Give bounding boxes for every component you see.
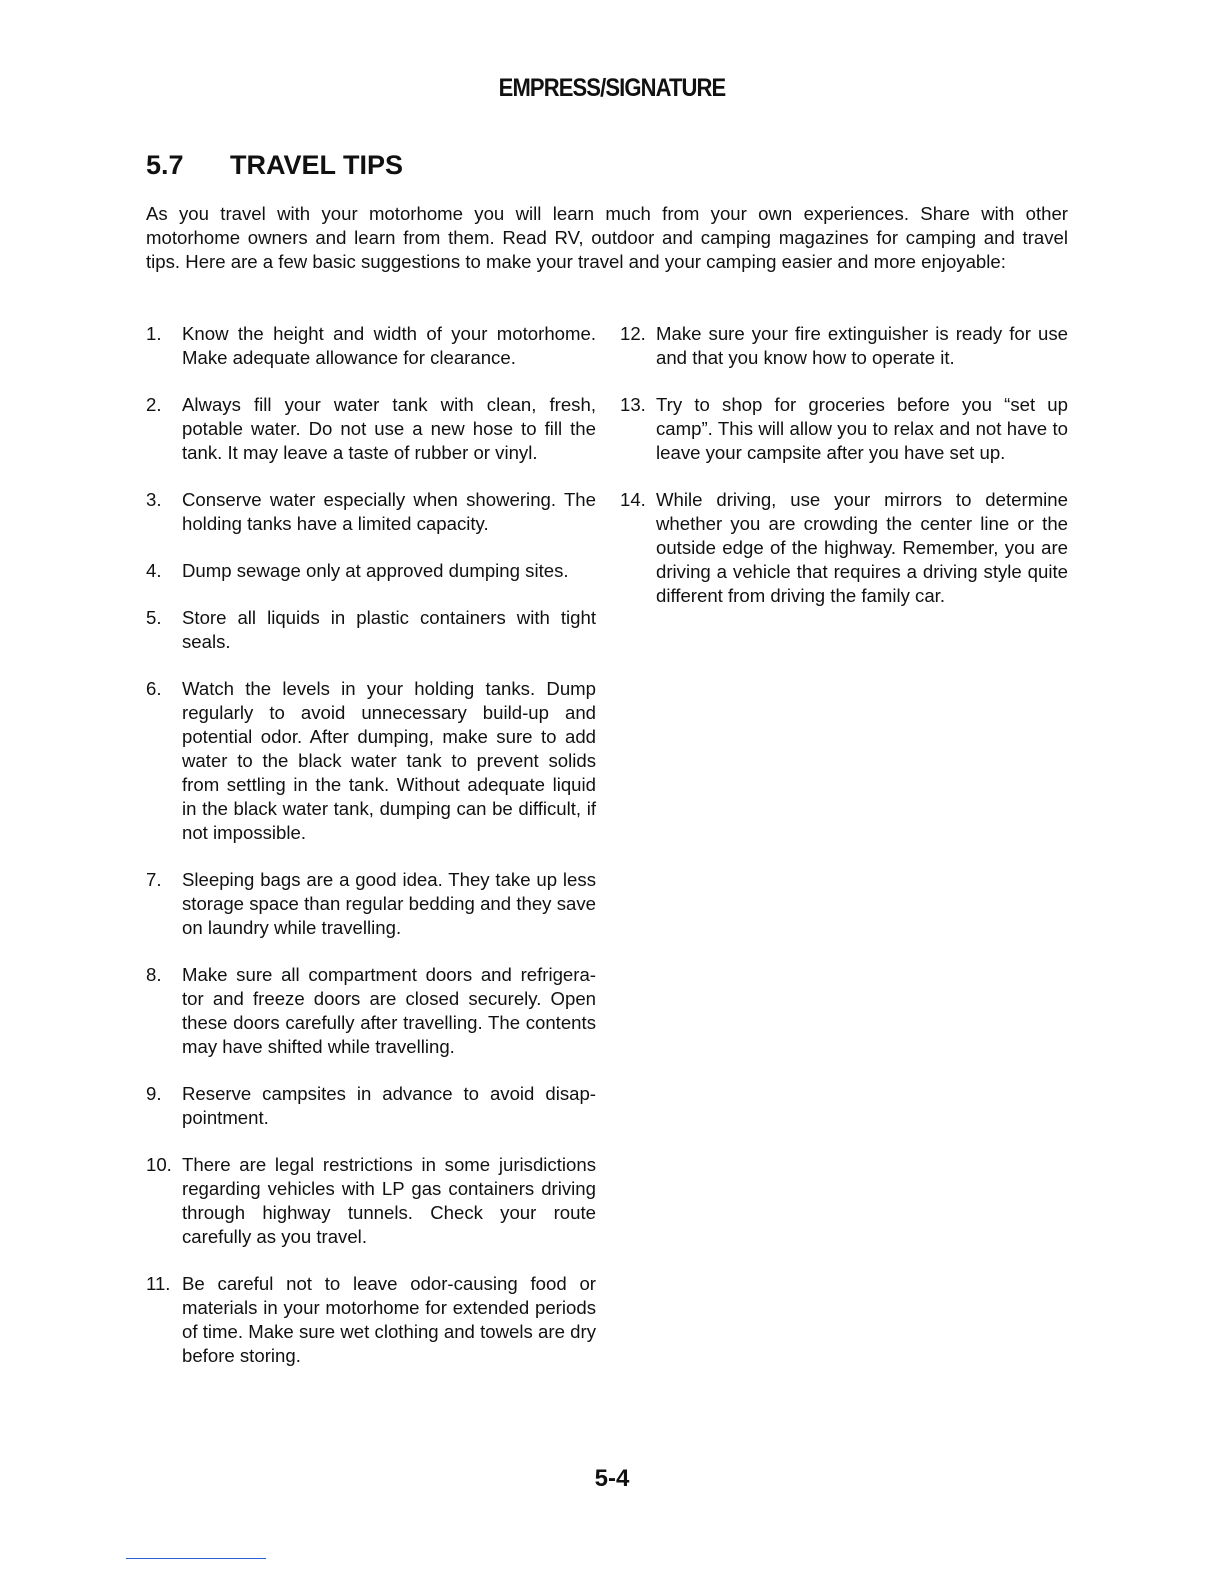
item-number: 8. [146, 964, 162, 985]
item-number: 2. [146, 394, 162, 415]
item-text: Make sure all compartment doors and refrigera-tor and freeze doors are closed securely. Open these doors carefully after travelling. The contents may have shifted while travelling. [182, 964, 596, 1057]
list-item [146, 868, 596, 940]
tips-list-left [146, 322, 596, 1391]
list-item [146, 1082, 596, 1130]
list-item [146, 488, 596, 536]
item-number: 9. [146, 1083, 162, 1104]
document-header: EMPRESS/SIGNATURE [498, 74, 726, 102]
item-text: Try to shop for groceries before you “set up camp”. This will allow you to relax and not have to leave your campsite after you have set up. [656, 394, 1068, 463]
item-text: Sleeping bags are a good idea. They take up less storage space than regular bedding and they save on laundry while travelling. [182, 869, 596, 938]
section-title: TRAVEL TIPS [230, 150, 404, 180]
item-number: 5. [146, 607, 162, 628]
item-number: 10. [146, 1154, 172, 1175]
footer-divider [126, 1558, 266, 1559]
item-number: 1. [146, 323, 162, 344]
list-item [146, 963, 596, 1059]
intro-paragraph: As you travel with your motorhome you will learn much from your own experiences. Share with other motorhome owners and learn from them. Read RV, outdoor and camping magazines for camping and travel tips. Here are a few basic suggestions to make your travel and your camping easier and more enjoyable: [146, 203, 1068, 272]
item-text: Always fill your water tank with clean, fresh, potable water. Do not use a new hose to fill the tank. It may leave a taste of rubber or vinyl. [182, 394, 596, 463]
item-number: 13. [620, 394, 646, 415]
item-number: 7. [146, 869, 162, 890]
list-item [146, 677, 596, 845]
item-text: Reserve campsites in advance to avoid disap-pointment. [182, 1083, 596, 1128]
list-item [146, 1272, 596, 1368]
item-number: 6. [146, 678, 162, 699]
item-text: Store all liquids in plastic containers with tight seals. [182, 607, 596, 652]
item-text: Watch the levels in your holding tanks. Dump regularly to avoid unnecessary build-up and potential odor. After dumping, make sure to add water to the black water tank to prevent solids from settling in the tank. Without adequate liquid in the black water tank, dumping can be difficult, if not impossible. [182, 678, 596, 843]
item-number: 12. [620, 323, 646, 344]
list-item [146, 559, 596, 583]
item-text: Conserve water especially when showering. The holding tanks have a limited capacity. [182, 489, 596, 534]
list-item [146, 393, 596, 465]
list-item [620, 488, 1068, 608]
list-item [146, 322, 596, 370]
list-item [620, 393, 1068, 465]
section-heading [146, 150, 403, 181]
item-text: Be careful not to leave odor-causing food or materials in your motorhome for extended periods of time. Make sure wet clothing and towels are dry before storing. [182, 1273, 596, 1366]
item-number: 4. [146, 560, 162, 581]
tips-list-right [620, 322, 1068, 631]
item-number: 3. [146, 489, 162, 510]
item-text: Know the height and width of your motorhome. Make adequate allowance for clearance. [182, 323, 596, 368]
item-number: 11. [146, 1273, 171, 1294]
list-item [146, 1153, 596, 1249]
item-text: Dump sewage only at approved dumping sites. [182, 560, 569, 581]
list-item [620, 322, 1068, 370]
section-number: 5.7 [146, 150, 184, 180]
item-text: There are legal restrictions in some jurisdictions regarding vehicles with LP gas containers driving through highway tunnels. Check your route carefully as you travel. [182, 1154, 596, 1247]
list-item [146, 606, 596, 654]
page-number: 5-4 [594, 1465, 630, 1492]
item-text: Make sure your fire extinguisher is ready for use and that you know how to operate it. [656, 323, 1068, 368]
item-text: While driving, use your mirrors to determine whether you are crowding the center line or the outside edge of the highway. Remember, you are driving a vehicle that requires a driving style quite different from driving the family car. [656, 489, 1068, 606]
item-number: 14. [620, 489, 646, 510]
